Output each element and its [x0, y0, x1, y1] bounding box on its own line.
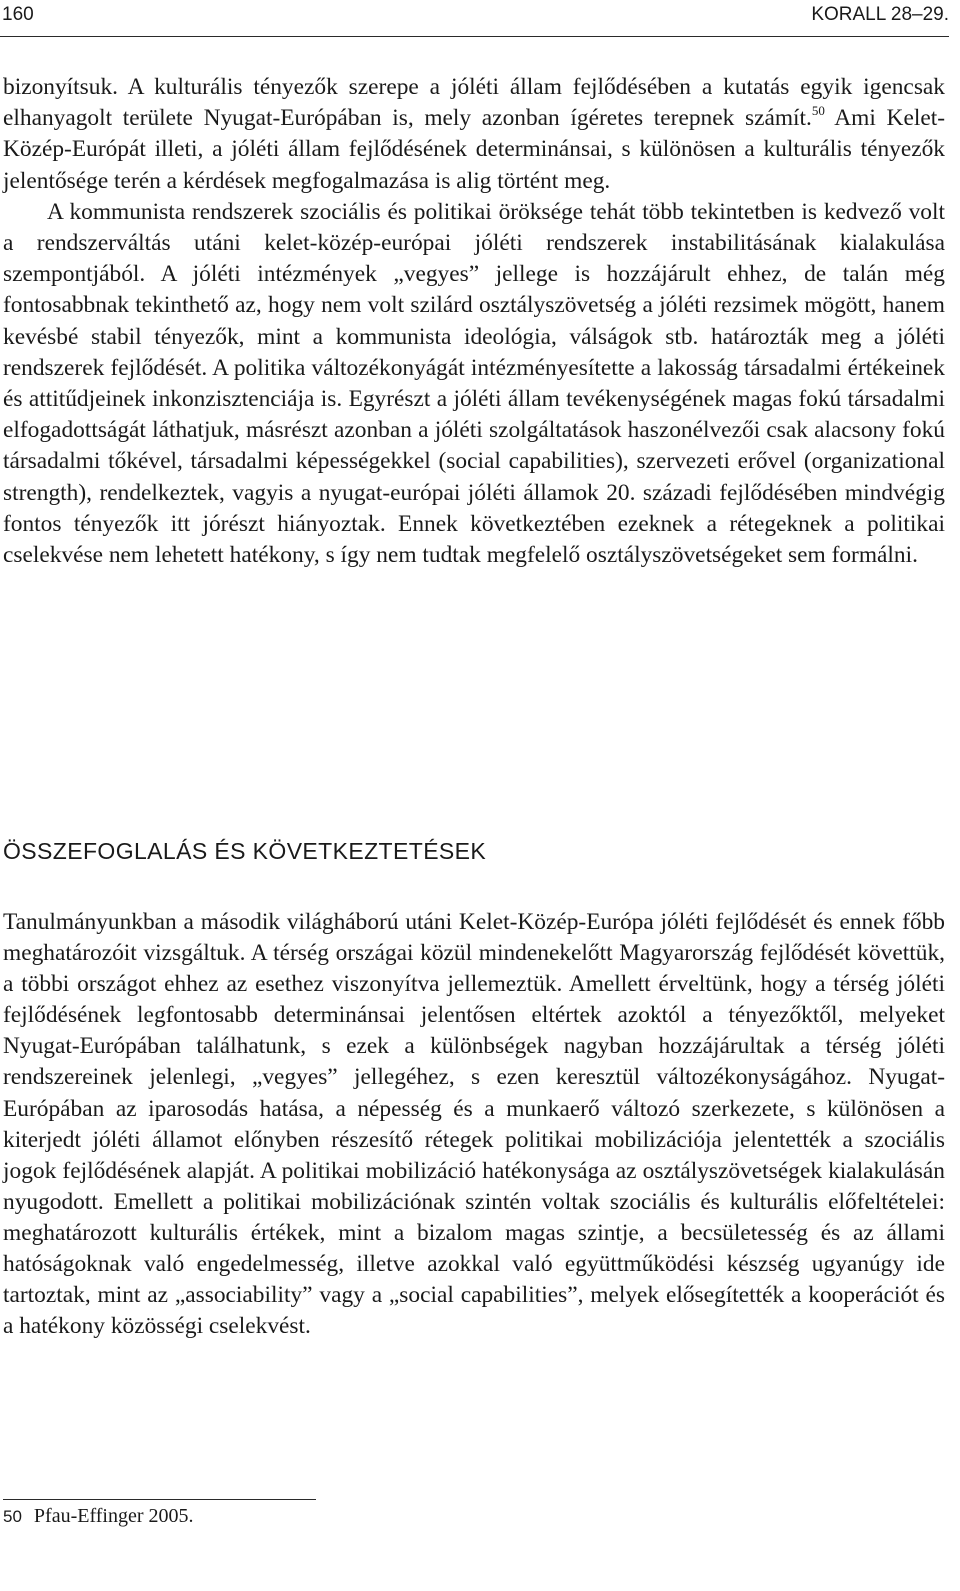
- footnote-divider: [3, 1499, 316, 1500]
- paragraph-1-part-1: bizonyítsuk. A kulturális tényezők szerepe a jóléti állam fejlődésében a kutatás egyik igencsak elhanyagolt területe Nyugat-Európában is, mely azonban ígéretes terepnek számít.: [3, 74, 945, 132]
- conclusion-paragraph: Tanulmányunkban a második világháború utáni Kelet-Közép-Európa jóléti fejlődését és ennek főbb meghatározóit vizsgáltuk. A térség országai közül mindenekelőtt Magyarország fejlődését követtük, a többi országot ehhez az esethez viszonyítva jellemeztük. Amellett érveltünk, hogy a térség jóléti fejlődésének legfontosabb determinánsai jelentősen eltértek azoktól a tényezőktől, melyeket Nyugat-Európában találhatunk, s ezek a különbségek nagyban hozzájárultak a térség jóléti rendszereinek jelenlegi, „vegyes” jellegéhez, s ezen keresztül változékonyságához. Nyugat-Európában az iparosodás hatása, a népesség és a munkaerő változó szerkezete, s különösen a kiterjedt jóléti államot előnyben részesítő rétegek politikai mobilizációja jelentették a szociális jogok fejlődésének alapját. A politikai mobilizáció hatékonysága az osztályszövetségek kialakulásán nyugodott. Emellett a politikai mobilizációnak szintén voltak szociális és kulturális előfeltételei: meghatározott kulturális értékek, mint a bizalom magas szintje, a becsületesség és az állami hatóságoknak való engedelmesség, illetve azokkal való együttműködési készség ugyanúgy ide tartoztak, mint az „associability” vagy a „social capabilities”, melyek elősegítették a kooperációt és a hatékony közösségi cselekvést.: [3, 909, 945, 1340]
- paragraph-1: [3, 72, 945, 197]
- section-heading: ÖSSZEFOGLALÁS ÉS KÖVETKEZTETÉSEK: [3, 838, 487, 864]
- footnote-number: 50: [3, 1507, 22, 1526]
- footnote-text: Pfau-Effinger 2005.: [33, 1505, 194, 1527]
- conclusion-section: [3, 907, 945, 1342]
- paragraph-1-part-2: Ami Kelet-Közép-Európát illeti, a jóléti állam fejlődésének determinánsai, s különösen a kulturális tényezők jelentősége terén a kérdések megfogalmazása is alig történt meg.: [3, 105, 945, 194]
- page-number: 160: [2, 4, 34, 25]
- page-header: [0, 0, 949, 37]
- body-text: [3, 72, 945, 571]
- footnote: [3, 1505, 194, 1528]
- footnote-ref-50[interactable]: 50: [811, 103, 825, 119]
- paragraph-2: A kommunista rendszerek szociális és politikai öröksége tehát több tekintetben is kedvező volt a rendszerváltás utáni kelet-közép-európai jóléti rendszerek instabilitásának kialakulása szempontjából. A jóléti intézmények „vegyes” jellege is hozzájárult ehhez, de talán még fontosabbnak tekinthető az, hogy nem volt szilárd osztályszövetség a jóléti rezsimek mögött, hanem kevésbé stabil tényezők, mint a kommunista ideológia, válságok stb. határozták meg a jóléti rendszerek fejlődését. A politika változékonyágát intézményesítette a lakosság társadalmi értékeinek és attitűdjeinek inkonzisztenciája is. Egyrészt a jóléti állam tevékenységének magas fokú társadalmi elfogadottságát láthatjuk, másrészt azonban a jóléti szolgáltatások haszonélvezői csak alacsony fokú társadalmi tőkével, társadalmi képességekkel (social capabilities), szervezeti erővel (organizational strength), rendelkeztek, vagyis a nyugat-európai jóléti államok 20. századi fejlődésében mindvégig fontos tényezők itt jórészt hiányoztak. Ennek következtében ezeknek a rétegeknek a politikai cselekvése nem lehetett hatékony, s így nem tudtak megfelelő osztályszövetségeket sem formálni.: [3, 198, 945, 569]
- journal-title: KORALL 28–29.: [811, 4, 949, 25]
